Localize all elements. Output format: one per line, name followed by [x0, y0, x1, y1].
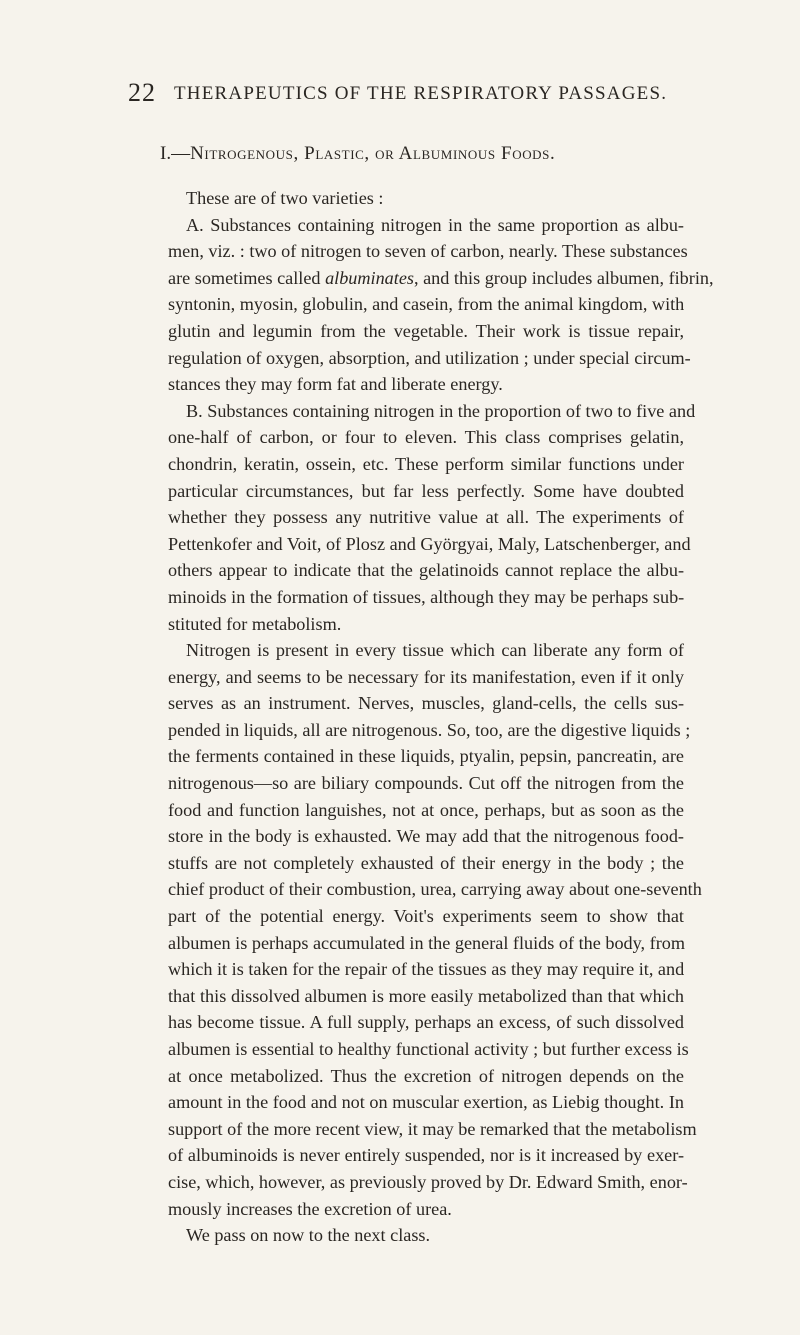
text-line: amount in the food and not on muscular exertion, as Liebig thought. In	[168, 1092, 684, 1113]
running-head	[128, 78, 688, 108]
text-line: Pettenkofer and Voit, of Plosz and Györgyai, Maly, Latschenberger, and	[168, 533, 691, 554]
text-line: whether they possess any nutritive value at all. The experiments of	[168, 507, 684, 528]
text-line: A. Substances containing nitrogen in the same proportion as albu-	[186, 214, 684, 235]
text-line: store in the body is exhausted. We may add that the nitrogenous food-	[168, 826, 684, 847]
text-line: albumen is essential to healthy functional activity ; but further excess is	[168, 1039, 689, 1059]
section-numeral: I.—	[160, 143, 191, 164]
text-line: are sometimes called albuminates, and this group includes albumen, fibrin,	[168, 267, 714, 288]
text-line: minoids in the formation of tissues, although they may be perhaps sub-	[168, 586, 685, 607]
text-line: We pass on now to the next class.	[186, 1225, 431, 1246]
text-line: one-half of carbon, or four to eleven. This class comprises gelatin,	[168, 427, 684, 448]
text-line: mously increases the excretion of urea.	[168, 1198, 452, 1219]
text-line: men, viz. : two of nitrogen to seven of carbon, nearly. These substances	[168, 241, 688, 262]
section-title: Nitrogenous, Plastic, or Albuminous Foods.	[190, 143, 556, 164]
text-line: which it is taken for the repair of the tissues as they may require it, and	[168, 959, 685, 980]
text-line: the ferments contained in these liquids, ptyalin, pepsin, pancreatin, are	[168, 746, 684, 767]
running-head-title: THERAPEUTICS OF THE RESPIRATORY PASSAGES.	[174, 83, 668, 104]
text-line: serves as an instrument. Nerves, muscles, gland-cells, the cells sus-	[168, 693, 684, 714]
emphasis-term: albuminates	[325, 267, 414, 288]
text-line: part of the potential energy. Voit's experiments seem to show that	[168, 906, 684, 927]
text-line: chondrin, keratin, ossein, etc. These perform similar functions under	[168, 453, 684, 474]
text-line: Nitrogen is present in every tissue which can liberate any form of	[186, 640, 684, 661]
text-line: syntonin, myosin, globulin, and casein, from the animal kingdom, with	[168, 294, 685, 315]
text-line: has become tissue. A full supply, perhaps an excess, of such dissolved	[168, 1012, 684, 1033]
text-line: support of the more recent view, it may be remarked that the metabolism	[168, 1118, 697, 1139]
text-line: chief product of their combustion, urea, carrying away about one-seventh	[168, 879, 702, 900]
text-line: stituted for metabolism.	[168, 613, 342, 634]
text-line: regulation of oxygen, absorption, and utilization ; under special circum-	[168, 347, 691, 368]
text-line: pended in liquids, all are nitrogenous. So, too, are the digestive liquids ;	[168, 719, 691, 740]
text-line: stances they may form fat and liberate energy.	[168, 374, 503, 395]
text-line: albumen is perhaps accumulated in the general fluids of the body, from	[168, 932, 686, 953]
body-text	[168, 185, 714, 1249]
section-heading	[160, 143, 555, 165]
text-line: These are of two varieties :	[186, 188, 384, 208]
text-line: B. Substances containing nitrogen in the proportion of two to five and	[186, 400, 696, 421]
text-line: that this dissolved albumen is more easily metabolized than that which	[168, 985, 684, 1006]
text-line: others appear to indicate that the gelatinoids cannot replace the albu-	[168, 560, 684, 581]
text-line: at once metabolized. Thus the excretion of nitrogen depends on the	[168, 1065, 684, 1086]
text-line: stuffs are not completely exhausted of their energy in the body ; the	[168, 852, 684, 873]
text-line: food and function languishes, not at once, perhaps, but as soon as the	[168, 799, 684, 820]
text-line: cise, which, however, as previously proved by Dr. Edward Smith, enor-	[168, 1171, 688, 1192]
text-line: nitrogenous—so are biliary compounds. Cut off the nitrogen from the	[168, 773, 684, 794]
text-line: of albuminoids is never entirely suspended, nor is it increased by exer-	[168, 1145, 684, 1166]
text-line: energy, and seems to be necessary for its manifestation, even if it only	[168, 666, 684, 687]
text-line: glutin and legumin from the vegetable. Their work is tissue repair,	[168, 320, 684, 341]
text-line: particular circumstances, but far less perfectly. Some have doubted	[168, 480, 684, 501]
page-number: 22	[128, 78, 156, 107]
